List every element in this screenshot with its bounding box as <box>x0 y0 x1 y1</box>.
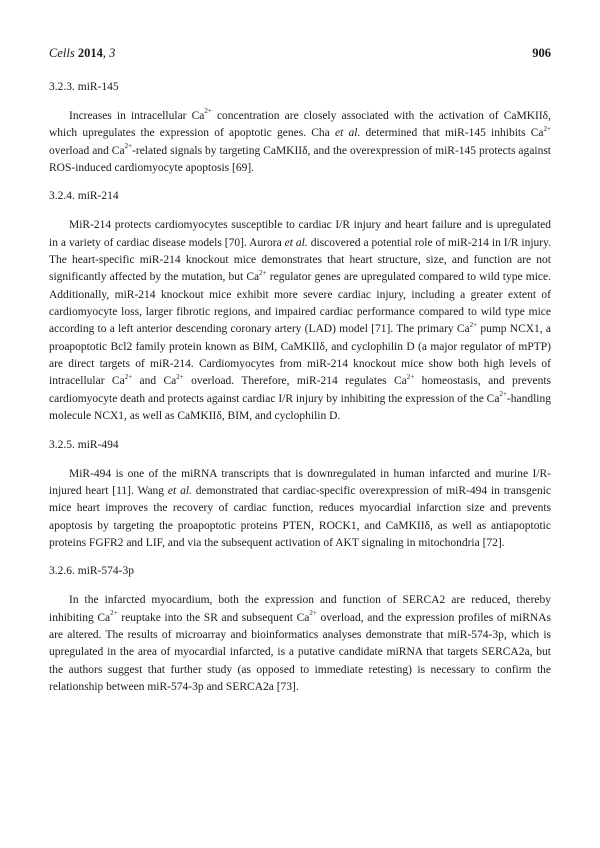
text-run: overload. Therefore, miR-214 regulates Ca <box>183 375 407 388</box>
text-run: determined that miR-145 inhibits Ca <box>360 127 544 140</box>
italic-text: et al. <box>335 127 361 140</box>
text-run: concentration are closely associated with the activation of CaMKIIδ, which upregulates the expression of apoptotic genes. Cha <box>49 110 551 140</box>
superscript: 2+ <box>176 372 184 381</box>
italic-text: et al. <box>167 484 192 497</box>
italic-text: et al. <box>284 236 308 249</box>
superscript: 2+ <box>204 107 212 116</box>
text-run: demonstrated that cardiac-specific overexpression of miR-494 in transgenic mice heart improves the recovery of cardiac function, reduces myocardial infarction size and prevents apoptosis by targeting the proapoptotic proteins PTEN, ROCK1, and CaMKIIδ, as well as antiapoptotic proteins FGFR2 and LIF, and via the subsequent activation of AKT signaling in mitochondria [72]. <box>49 484 551 549</box>
text-run: MiR-214 protects cardiomyocytes susceptible to cardiac I/R injury and heart failure and is upregulated in a variety of cardiac disease models [70]. Aurora <box>49 219 551 249</box>
text-run: pump NCX1, a proapoptotic Bcl2 family protein known as BIM, CaMKIIδ, and cyclophilin D (a major regulator of mPTP) are direct targets of miR-214. Cardiomyocytes from miR-214 knockout mice show both high levels of intracellular Ca <box>49 323 551 388</box>
text-run: overload and Ca <box>49 144 125 157</box>
text-run: MiR-494 is one of the miRNA transcripts that is downregulated in human infarcted and murine I/R-injured heart [11]. Wang <box>49 467 551 497</box>
text-run: In the infarcted myocardium, both the expression and function of SERCA2 are reduced, thereby inhibiting Ca <box>49 594 551 624</box>
page-number: 906 <box>532 46 551 60</box>
superscript: 2+ <box>259 268 267 277</box>
section-paragraph <box>49 108 551 177</box>
section-heading: 3.2.3. miR-145 <box>49 81 119 93</box>
text-run: Increases in intracellular Ca <box>69 110 205 122</box>
superscript: 2+ <box>406 372 415 381</box>
journal-name: Cells <box>49 46 75 60</box>
section-heading: 3.2.4. miR-214 <box>49 190 119 203</box>
section-heading: 3.2.6. miR-574-3p <box>49 565 134 578</box>
superscript: 2+ <box>124 141 133 150</box>
superscript: 2+ <box>124 372 133 381</box>
text-run: discovered a potential role of miR-214 in I/R injury. The heart-specific miR-214 knockout mice demonstrates that heart structure, size, and function are not significantly affected by the mutation, but Ca <box>49 236 552 284</box>
journal-citation: Cells 2014, 3 <box>49 46 116 60</box>
article-body <box>49 80 551 696</box>
section-paragraph <box>49 592 551 696</box>
text-run: homeostasis, and prevents cardiomyocyte death and protects against cardiac I/R injury by inhibiting the expression of the Ca <box>49 375 551 405</box>
section-paragraph <box>49 466 551 553</box>
text-run: regulator genes are upregulated compared to wild type mice. Additionally, miR-214 knockout mice exhibit more severe cardiac injury, including a greater extent of cardiomyocyte loss, larger fibrotic regions, and impaired cardiac performance compared to wild type mice according to a left anterior descending coronary artery (LAD) model [71]. The primary Ca <box>49 271 551 336</box>
superscript: 2+ <box>543 124 551 133</box>
text-run: -related signals by targeting CaMKIIδ, and the overexpression of miR-145 protects against ROS-induced cardiomyocyte apoptosis [69]. <box>49 144 551 175</box>
superscript: 2+ <box>469 320 478 329</box>
text-run: and Ca <box>132 375 177 388</box>
section-heading: 3.2.5. miR-494 <box>49 438 119 451</box>
running-header <box>49 46 551 62</box>
superscript: 2+ <box>110 608 118 617</box>
text-run: -handling molecule NCX1, as well as CaMKIIδ, BIM, and cyclophilin D. <box>49 392 551 423</box>
section-paragraph <box>49 217 551 425</box>
superscript: 2+ <box>499 389 507 398</box>
journal-volume: 3 <box>109 46 116 60</box>
text-run: overload, and the expression profiles of miRNAs are altered. The results of microarray and bioinformatics analyses demonstrate that miR-574-3p, which is upregulated in the area of myocardial infarcted, is a putative candidate miRNA that targets SERCA2a, but the authors suggest that further study (as opposed to immediate retesting) is necessary to confirm the relationship between miR-574-3p and SERCA2a [73]. <box>49 611 552 693</box>
text-run: reuptake into the SR and subsequent Ca <box>117 611 310 624</box>
journal-year: 2014 <box>77 46 103 60</box>
superscript: 2+ <box>309 608 317 617</box>
